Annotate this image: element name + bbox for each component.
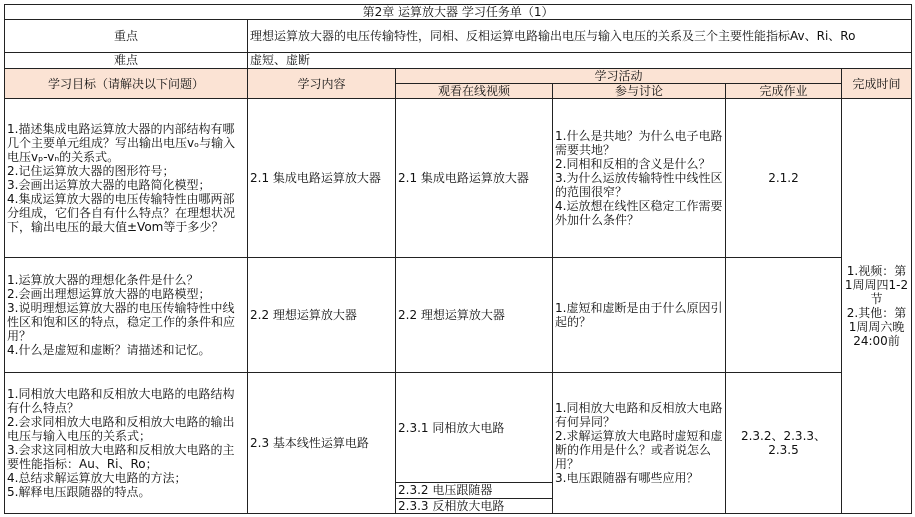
study-task-sheet bbox=[4, 4, 912, 514]
row3-discussion: 1.同相放大电路和反相放大电路有何异同？ 2.求解运算放大电路时虚短和虚断的作用是什么？或者说怎么用？ 3.电压跟随器有哪些应用？ bbox=[553, 373, 726, 514]
row2-discussion: 1.虚短和虚断是由于什么原因引起的？ bbox=[553, 258, 726, 373]
header-content: 学习内容 bbox=[248, 68, 396, 99]
row1-homework: 2.1.2 bbox=[726, 99, 842, 258]
row3-video-2: 2.3.2 电压跟随器 bbox=[396, 483, 553, 498]
row3-video-1: 2.3.1 同相放大电路 bbox=[396, 373, 553, 483]
row3-content: 2.3 基本线性运算电路 bbox=[248, 373, 396, 514]
sheet-title: 第2章 运算放大器 学习任务单（1） bbox=[5, 5, 912, 20]
row2-video: 2.2 理想运算放大器 bbox=[396, 258, 553, 373]
difficulty-value: 虚短、虚断 bbox=[248, 53, 912, 68]
header-homework: 完成作业 bbox=[726, 84, 842, 99]
row1-content: 2.1 集成电路运算放大器 bbox=[248, 99, 396, 258]
header-goals: 学习目标（请解决以下问题） bbox=[5, 68, 248, 99]
row2-homework bbox=[726, 258, 842, 373]
completion-time: 1.视频：第1周周四1-2节 2.其他：第1周周六晚24:00前 bbox=[842, 99, 912, 514]
row2-content: 2.2 理想运算放大器 bbox=[248, 258, 396, 373]
header-activity: 学习活动 bbox=[396, 68, 842, 83]
difficulty-label: 难点 bbox=[5, 53, 248, 68]
header-video: 观看在线视频 bbox=[396, 84, 553, 99]
row1-discussion: 1.什么是共地？为什么电子电路需要共地？ 2.同相和反相的含义是什么？ 3.为什么运放传输特性中线性区的范围很窄？ 4.运放想在线性区稳定工作需要外加什么条件？ bbox=[553, 99, 726, 258]
row2-goals: 1.运算放大器的理想化条件是什么？ 2.会画出理想运算放大器的电路模型； 3.说明理想运算放大器的电压传输特性中线性区和饱和区的特点，稳定工作的条件和应用？ 4.什么是虚短和虚断？请描述和记忆。 bbox=[5, 258, 248, 373]
row3-homework: 2.3.2、2.3.3、2.3.5 bbox=[726, 373, 842, 514]
row3-goals: 1.同相放大电路和反相放大电路的电路结构有什么特点？ 2.会求同相放大电路和反相放大电路的输出电压与输入电压的关系式； 3.会求这同相放大电路和反相放大电路的主要性能指标：Au、Ri、Ro； 4.总结求解运算放大电路的方法； 5.解释电压跟随器的特点。 bbox=[5, 373, 248, 514]
row1-goals: 1.描述集成电路运算放大器的内部结构有哪几个主要单元组成？写出输出电压vₒ与输入电压vₚ-vₙ的关系式。 2.记住运算放大器的图形符号； 3.会画出运算放大器的电路简化模型； 4.集成运算放大器的电压传输特性由哪两部分组成，它们各自有什么特点？在理想状况下，输出电压的最大值±Vom等于多少？ bbox=[5, 99, 248, 258]
row1-video: 2.1 集成电路运算放大器 bbox=[396, 99, 553, 258]
header-time: 完成时间 bbox=[842, 68, 912, 99]
key-points-value: 理想运算放大器的电压传输特性，同相、反相运算电路输出电压与输入电压的关系及三个主要性能指标Av、Ri、Ro bbox=[248, 20, 912, 53]
header-discussion: 参与讨论 bbox=[553, 84, 726, 99]
key-points-label: 重点 bbox=[5, 20, 248, 53]
row3-video-3: 2.3.3 反相放大电路 bbox=[396, 498, 553, 513]
